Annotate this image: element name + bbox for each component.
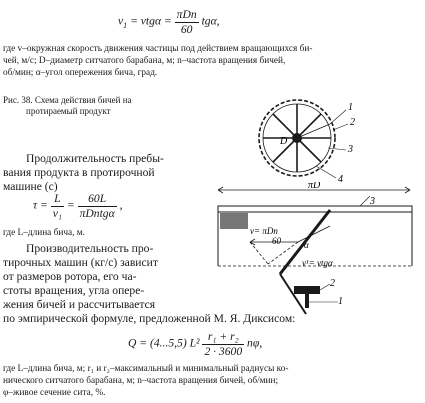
eq3-rhs: nφ, <box>247 336 263 350</box>
eq1-mid: = vtgα = <box>130 14 172 28</box>
diagram-label-1: 1 <box>338 296 343 307</box>
paragraph-2-line-3: машине (с) <box>3 180 58 193</box>
paragraph-2-line-2: вания продукта в протирочной <box>3 166 155 179</box>
figure-caption-line-2: протираемый продукт <box>26 106 111 116</box>
eq2-end: , <box>119 198 123 212</box>
eq2-num-1: L <box>51 192 64 207</box>
equation-2 <box>33 192 123 220</box>
rotor-diagram <box>240 88 380 188</box>
eq1-den: 60 <box>180 22 193 36</box>
paragraph-1-line-1: где v–окружная скорость движения частицы под действием вращающихся би- <box>3 44 313 54</box>
eq1-lhs-sub: 1 <box>123 20 128 30</box>
paragraph-4-line-3: от размеров ротора, его ча- <box>3 270 137 283</box>
circle-label-d: D <box>280 136 288 147</box>
paragraph-3: где L–длина бича, м. <box>3 228 85 238</box>
circle-label-4: 4 <box>338 174 343 185</box>
eq3-fraction <box>202 330 244 358</box>
eq2-num-2: 60L <box>78 192 117 207</box>
diagram-label-2: 2 <box>330 278 335 289</box>
eq1-fraction <box>175 8 199 36</box>
paragraph-1-line-3: об/мин; α–угол опережения бича, град. <box>3 68 158 78</box>
eq1-lhs: v <box>118 14 124 28</box>
paragraph-2-line-1: Продолжительность пребы- <box>26 152 164 165</box>
v-label <box>250 226 278 236</box>
eq2-lhs: τ = <box>33 198 48 212</box>
diagram-label-3: 3 <box>370 196 375 207</box>
equation-3 <box>128 330 262 358</box>
v-symbol: v <box>250 226 254 236</box>
v1-label: v¹= vtgα <box>302 258 333 268</box>
bicher-diagram <box>210 182 422 322</box>
circle-label-2: 2 <box>350 117 355 128</box>
paragraph-4-line-5: жения бичей и рассчитывается <box>3 298 156 311</box>
eq3-num: r₁ + r₂ <box>202 330 244 345</box>
paragraph-5-line-2: нического ситчатого барабана, м; n–частота вращения бичей, об/мин; <box>3 376 279 386</box>
paragraph-1-line-2: чей, м/с; D–диаметр ситчатого барабана, м; n–частота вращения бичей, <box>3 56 286 66</box>
figure-caption-line-1: Рис. 38. Схема действия бичей на <box>3 95 132 105</box>
eq2-fraction-1 <box>51 192 64 220</box>
v-den-label: 60 <box>272 236 281 246</box>
paragraph-4-line-4: стоты вращения, угла опере- <box>3 284 145 297</box>
circle-label-1: 1 <box>348 102 353 113</box>
paragraph-5-line-3: φ–живое сечение сита, %. <box>3 388 106 398</box>
eq3-lhs: Q = (4...5,5) L² <box>128 336 200 350</box>
paragraph-5-line-1: где L–длина бича, м; r₁ и r₂–максимальный и минимальный радиусы ко- <box>3 364 289 374</box>
alpha-label: α <box>304 240 309 250</box>
equation-1 <box>118 8 220 36</box>
eq2-equals: = <box>66 198 75 212</box>
eq1-rhs: tgα, <box>201 14 220 28</box>
eq2-fraction-2 <box>78 192 117 220</box>
eq2-den-2: πDntgα <box>79 206 115 220</box>
v-formula: = πDn <box>254 226 278 236</box>
eq2-den-1: v₁ <box>52 206 62 220</box>
paragraph-4-line-2: тирочных машин (кг/с) зависит <box>3 256 158 269</box>
eq3-den: 2 · 3600 <box>204 344 243 358</box>
paragraph-4-line-6: по эмпирической формуле, предложенной М. Я. Диксисом: <box>3 312 296 325</box>
eq1-num: πDn <box>176 8 197 21</box>
pidn-label: πD <box>308 182 321 191</box>
paragraph-4-line-1: Производительность про- <box>26 242 154 255</box>
circle-label-3: 3 <box>348 144 353 155</box>
